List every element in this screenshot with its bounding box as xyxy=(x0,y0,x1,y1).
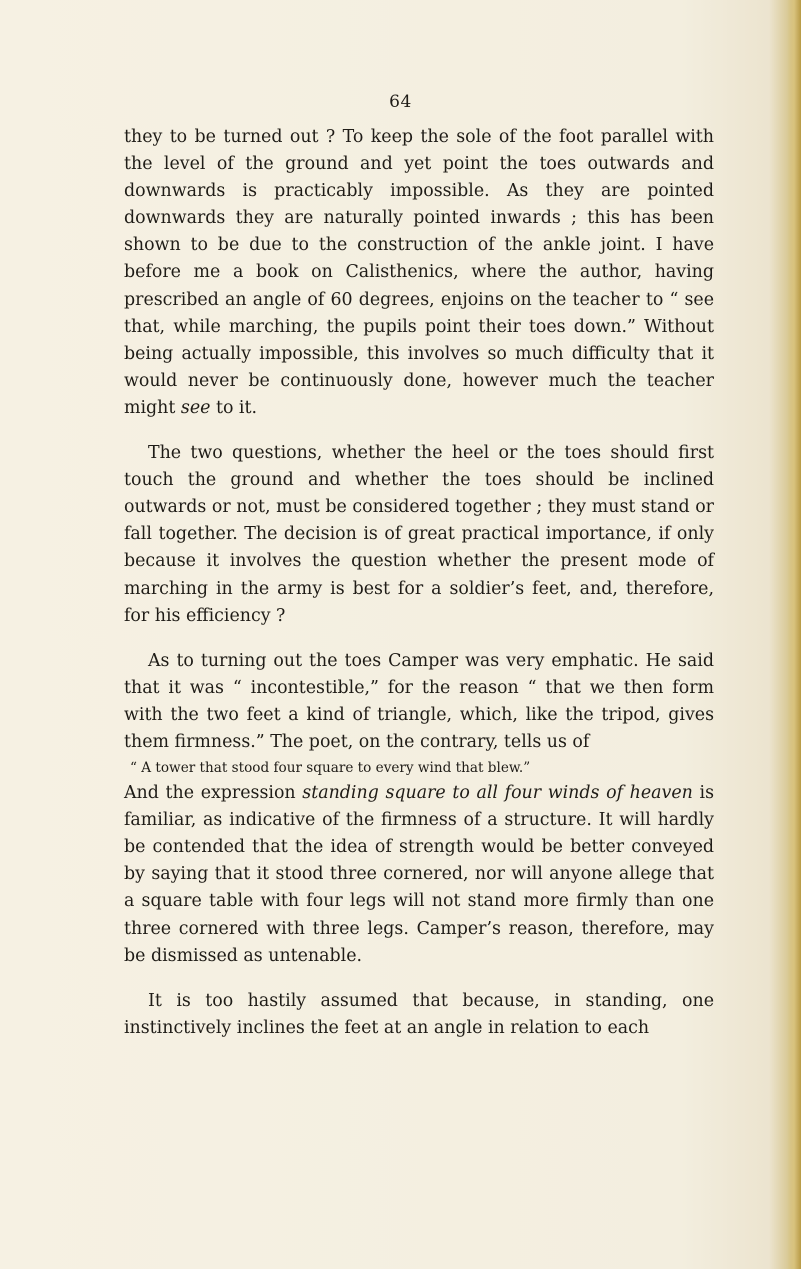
paragraph-1 xyxy=(124,124,714,422)
paragraph-4-emphasis: standing square to all four winds of heaven xyxy=(302,783,693,804)
paragraph-gap xyxy=(124,970,714,988)
paragraph-5: It is too hastily assumed that because, in standing, one instinctively inclines the feet at an angle in relation to each xyxy=(124,990,714,1038)
paragraph-4-start: And the expression xyxy=(124,783,303,804)
paragraph-1-emphasis: see xyxy=(180,397,211,418)
page-number: 64 xyxy=(389,92,412,112)
paragraph-gap xyxy=(124,630,714,648)
body-text xyxy=(124,124,714,1042)
paragraph-2: The two questions, whether the heel or the toes should first touch the ground and whether the toes should be inclined outwards or not, must be considered together ; they must stand or fall together. The decision is of great practical importance, if only because it involves the question whether the present mode of marching in the army is best for a soldier’s feet, and, therefore, for his efficiency ? xyxy=(124,443,714,626)
block-quote: “ A tower that stood four square to every wind that blew.” xyxy=(130,760,531,777)
paragraph-1-end: to it. xyxy=(210,397,258,418)
page-edge xyxy=(787,0,801,1269)
paragraph-4 xyxy=(124,780,714,970)
paragraph-4-rest: is familiar, as indicative of the firmness of a structure. It will hardly be contended that the idea of strength would be better conveyed by saying that it stood three cornered, nor will anyone allege that a square table with four legs will not stand more firmly than one three cornered with three legs. Camper’s reason, therefore, may be dismissed as untenable. xyxy=(124,783,715,966)
paragraph-3: As to turning out the toes Camper was very emphatic. He said that it was “ incontestible,” for the reason “ that we then form with the two feet a kind of triangle, which, like the tripod, gives them firmness.” The poet, on the contrary, tells us of xyxy=(124,650,714,752)
paragraph-gap xyxy=(124,422,714,440)
paragraph-1-text: they to be turned out ? To keep the sole of the foot parallel with the level of the ground and yet point the toes outwards and downwards is practicably impossible. As they are pointed downwards they are naturally pointed inwards ; this has been shown to be due to the construction of the ankle joint. I have before me a book on Calisthenics, where the author, having prescribed an angle of 60 degrees, enjoins on the teacher to “ see that, while marching, the pupils point their toes down.” Without being actually impossible, this involves so much difficulty that it would never be continuously done, however much the teacher might xyxy=(124,127,714,418)
